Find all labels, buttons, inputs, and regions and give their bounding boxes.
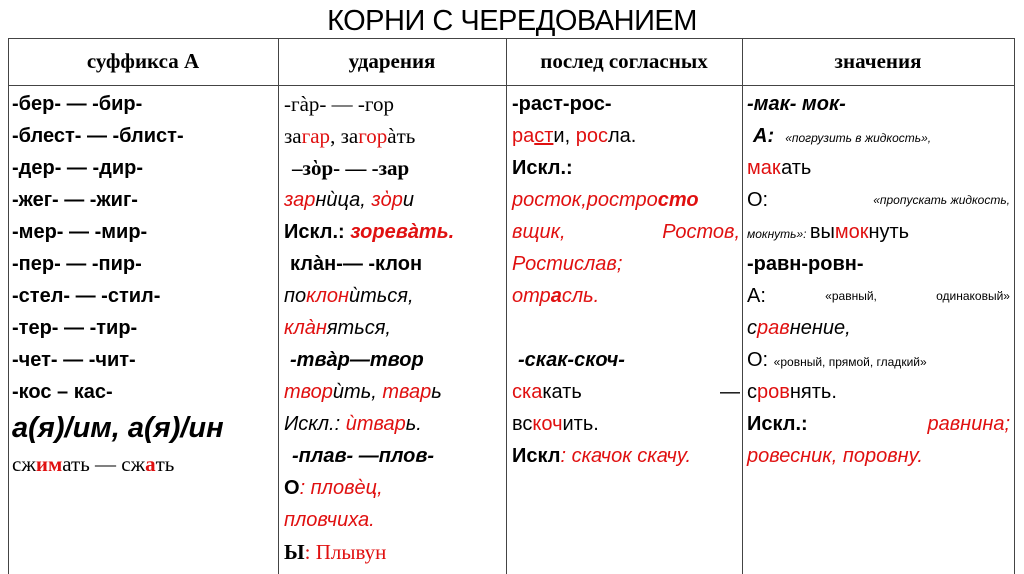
example-line — [284, 280, 504, 312]
vowel-label: О: — [747, 189, 769, 211]
example-line — [747, 152, 1010, 184]
text: яться, — [326, 317, 391, 339]
highlight: им — [35, 452, 63, 476]
root-pair: -стел- — -стил- — [12, 285, 161, 307]
text: , за — [330, 124, 359, 148]
meaning-text: «равный, — [825, 289, 877, 303]
exception-label: Искл.: — [284, 413, 346, 435]
meaning-line — [747, 184, 1010, 216]
text: ь — [431, 381, 442, 403]
highlight: твар — [382, 381, 432, 403]
highlight: мак — [747, 157, 782, 179]
example-line — [512, 408, 740, 440]
exception-line — [284, 408, 504, 440]
column-meaning — [747, 88, 1010, 472]
text: нение, — [789, 317, 851, 339]
text: с — [747, 381, 757, 403]
highlight: ска — [512, 381, 543, 403]
text: àть — [387, 124, 416, 148]
exception-words: : скачок скачу. — [560, 445, 692, 467]
highlight: : пловѐц, — [299, 477, 383, 499]
exception-words — [512, 280, 740, 312]
root-pair: -чет- — -чит- — [12, 349, 136, 371]
highlight: ра — [512, 125, 535, 147]
text: ѝть, — [332, 381, 383, 403]
text: ть — [155, 452, 175, 476]
text: ѝться, — [349, 285, 414, 307]
highlight: гор — [358, 124, 388, 148]
text: вы — [809, 221, 835, 243]
meaning-text: «пропускать жидкость, — [873, 193, 1010, 207]
text: и, — [553, 125, 576, 147]
text: Ростов, — [662, 221, 740, 243]
table-border-right — [1014, 38, 1015, 574]
example-line — [284, 536, 504, 568]
meaning-line — [747, 344, 1010, 376]
header-meaning: значения — [834, 49, 922, 73]
highlight: твор — [284, 381, 333, 403]
text: ить. — [562, 413, 599, 435]
exception-words — [512, 216, 740, 248]
highlight: ров — [757, 381, 790, 403]
highlight: рос — [575, 125, 608, 147]
example-line — [747, 312, 1010, 344]
text: сж — [12, 452, 36, 476]
highlight: зар — [284, 189, 316, 211]
highlight: зὸр — [371, 189, 403, 211]
text: нуть — [868, 221, 910, 243]
text: ла. — [607, 125, 637, 147]
meaning-text: мокнуть»: — [747, 227, 810, 241]
vowel-label: О: — [747, 349, 774, 371]
root-pair: -тер- — -тир- — [12, 317, 138, 339]
text: вс — [512, 413, 533, 435]
example-line — [747, 376, 1010, 408]
exception-line — [284, 216, 504, 248]
column-suffix-a — [12, 88, 276, 480]
root-line: -скак-скоч- — [518, 349, 625, 371]
text: ать — [781, 157, 812, 179]
root-line: –зὸр- — -зар — [292, 156, 410, 180]
big-rule: а(я)/им, а(я)/ин — [12, 412, 224, 444]
highlight: сто — [657, 189, 699, 211]
page-title: КОРНИ С ЧЕРЕДОВАНИЕМ — [327, 5, 697, 37]
root-line: -мак- мок- — [747, 93, 846, 115]
exception-line — [512, 440, 740, 472]
example-line: пловчиха. — [284, 509, 375, 531]
highlight-underlined: ст — [534, 125, 554, 147]
column-stress — [284, 88, 504, 568]
header-consonants: послед согласных — [540, 49, 708, 73]
example-line — [284, 312, 504, 344]
highlight: мок — [834, 221, 869, 243]
column-divider-1 — [278, 38, 279, 574]
text: ать — сж — [62, 452, 146, 476]
exception-line — [747, 408, 1010, 440]
meaning-text: «погрузить в жидкость», — [785, 131, 932, 145]
text: кать — [542, 381, 582, 403]
text: росток,ростро — [512, 189, 658, 211]
example-line — [747, 216, 1010, 248]
spacer — [512, 312, 740, 344]
exception-words — [512, 184, 740, 216]
root-line: -плав- —плов- — [292, 445, 435, 467]
root-pair: -дер- — -дир- — [12, 157, 143, 179]
roots-table — [8, 38, 1015, 574]
text: и — [402, 189, 415, 211]
text: с — [747, 317, 757, 339]
root-line: -гàр- — -гор — [284, 92, 395, 116]
highlight: а — [145, 452, 156, 476]
root-pair: -бер- — -бир- — [12, 93, 143, 115]
exception-label: Искл.: — [284, 221, 351, 243]
example-line — [12, 448, 276, 480]
highlight: а — [550, 285, 562, 307]
highlight: : Плывун — [304, 540, 387, 564]
header-divider — [8, 85, 1015, 86]
text: за — [284, 124, 302, 148]
example-line — [284, 120, 504, 152]
column-divider-2 — [506, 38, 507, 574]
vowel-label: А: — [753, 125, 775, 147]
exception-words: равнина; — [927, 413, 1010, 435]
exception-label: Искл.: — [747, 413, 808, 435]
meaning-text: «ровный, прямой, гладкий» — [773, 355, 927, 369]
root-line: клàн-— -клон — [290, 253, 423, 275]
example-line — [284, 472, 504, 504]
root-line: -раст-рос- — [512, 93, 612, 115]
example-line — [512, 120, 740, 152]
column-divider-3 — [742, 38, 743, 574]
text: по — [284, 285, 307, 307]
vowel-label: О — [284, 477, 300, 499]
highlight: коч — [532, 413, 563, 435]
column-consonants — [512, 88, 740, 472]
meaning-text: одинаковый» — [936, 289, 1010, 303]
text: нѝца, — [315, 189, 372, 211]
vowel-label: А: — [747, 285, 766, 307]
highlight: сль. — [561, 285, 600, 307]
root-pair: -мер- — -мир- — [12, 221, 148, 243]
example-line — [284, 184, 504, 216]
root-line: -равн-ровн- — [747, 253, 864, 275]
highlight: рав — [757, 317, 790, 339]
table-border-left — [8, 38, 9, 574]
exception-word: зоревàть. — [350, 221, 455, 243]
highlight: клон — [306, 285, 349, 307]
exception-label: Искл — [512, 445, 561, 467]
root-pair: -кос – кас- — [12, 381, 113, 403]
example-line — [284, 376, 504, 408]
text: ь. — [405, 413, 422, 435]
exception-label: Искл.: — [512, 157, 573, 179]
header-suffix-a: суффикса А — [86, 49, 200, 73]
highlight: ѝтвар — [345, 413, 406, 435]
exception-words: Ростислав; — [512, 253, 623, 275]
root-pair: -блест- — -блист- — [12, 125, 184, 147]
vowel-label: Ы — [284, 540, 305, 564]
highlight: клàн — [284, 317, 327, 339]
root-pair: -жег- — -жиг- — [12, 189, 138, 211]
text: нять. — [789, 381, 837, 403]
meaning-line — [747, 280, 1010, 312]
text: вщик, — [512, 221, 566, 243]
highlight: гар — [301, 124, 331, 148]
dash: — — [720, 381, 740, 403]
exception-words: ровесник, поровну. — [747, 445, 923, 467]
meaning-line — [747, 120, 1010, 152]
example-line — [512, 376, 740, 408]
header-stress: ударения — [348, 49, 436, 73]
root-line: -твàр—твор — [290, 349, 424, 371]
root-pair: -пер- — -пир- — [12, 253, 142, 275]
highlight: отр — [512, 285, 551, 307]
